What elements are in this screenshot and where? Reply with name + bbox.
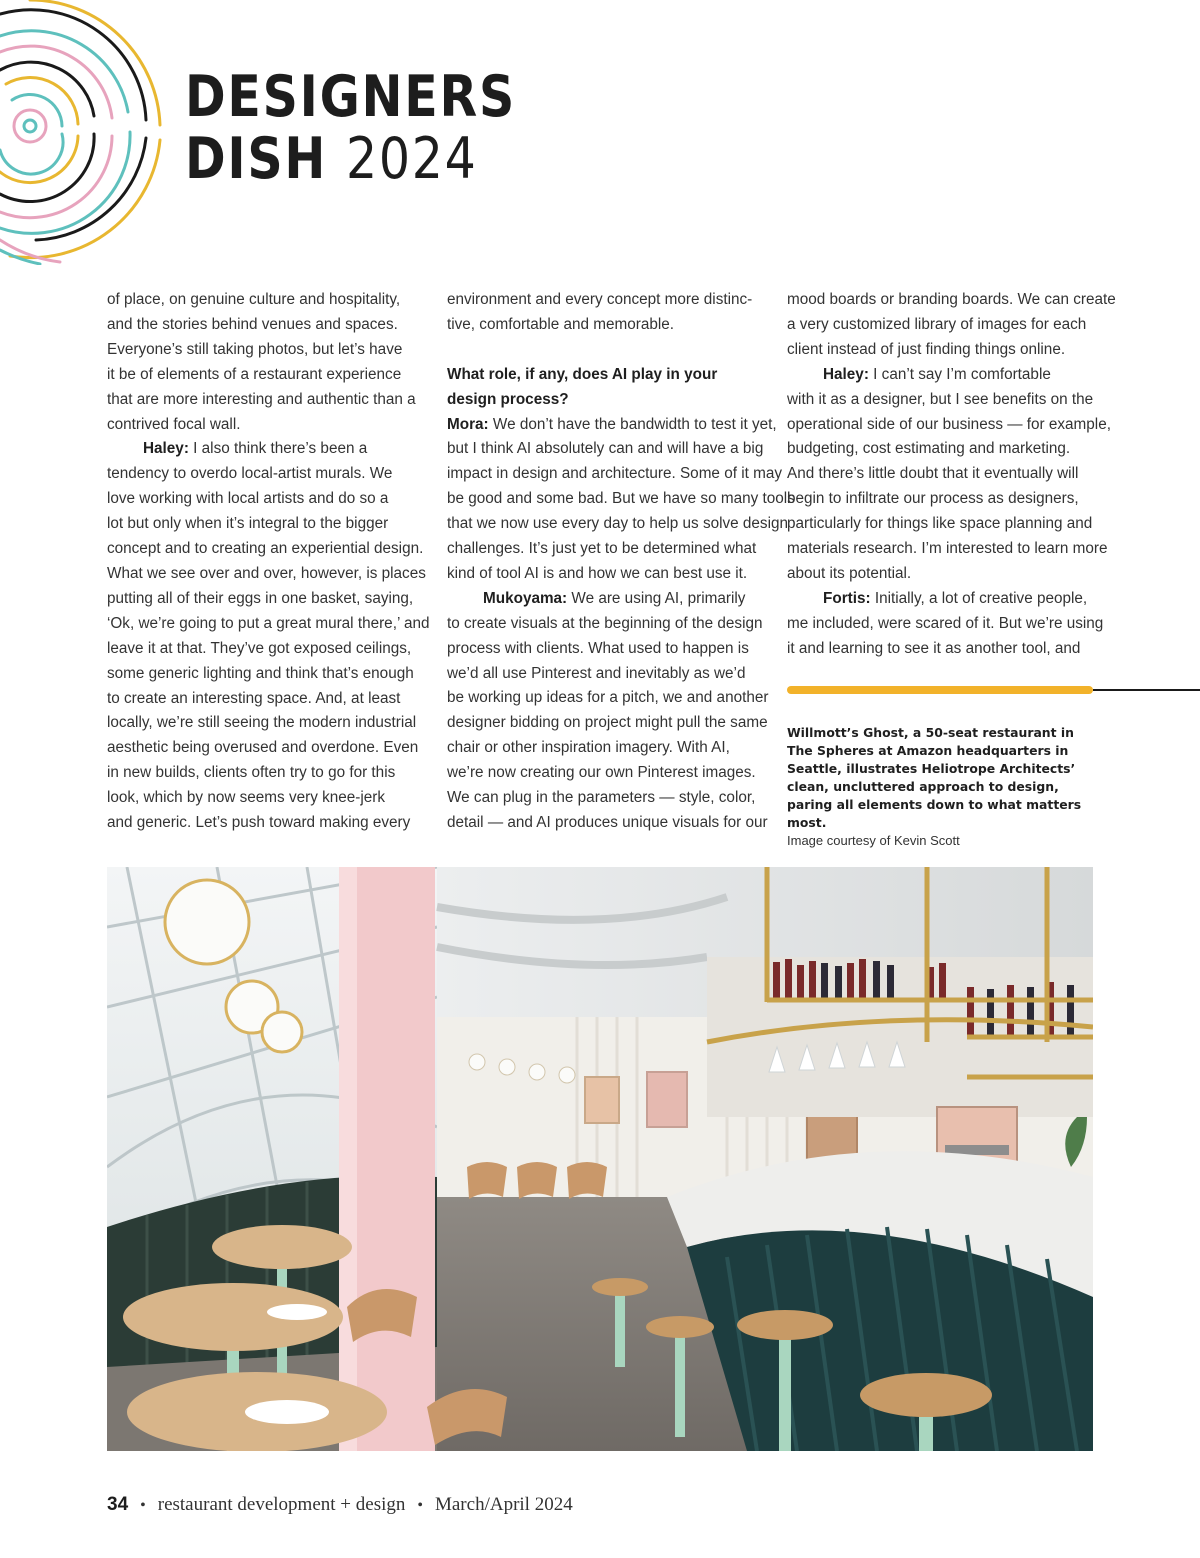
speaker-line xyxy=(447,413,777,438)
body-line: with it as a designer, but I see benefits on the xyxy=(787,390,1094,408)
body-line: putting all of their eggs in one basket, saying, xyxy=(107,589,414,607)
footer-separator: • xyxy=(140,1497,146,1514)
body-line: budgeting, cost estimating and marketing. xyxy=(787,440,1071,458)
title-line-2 xyxy=(185,128,516,190)
concentric-rings-icon xyxy=(0,0,170,265)
photo-credit: Image courtesy of Kevin Scott xyxy=(787,833,960,848)
body-line: it be of elements of a restaurant experience xyxy=(107,365,402,383)
body-line: some generic lighting and think that’s enough xyxy=(107,664,414,682)
photo-caption xyxy=(787,724,1097,850)
speaker-name: Fortis: xyxy=(823,589,871,607)
speaker-line xyxy=(107,437,419,462)
body-line: What we see over and over, however, is places xyxy=(107,564,426,582)
body-line: lot but only when it’s integral to the bigger xyxy=(107,515,389,533)
body-text: I also think there’s been a xyxy=(188,440,368,458)
body-line: of place, on genuine culture and hospitality, xyxy=(107,291,401,308)
body-line: leave it at that. They’ve got exposed ceilings, xyxy=(107,639,412,657)
body-line: We can plug in the parameters — style, color, xyxy=(447,789,756,807)
article-column-3 xyxy=(787,288,1116,662)
body-line: detail — and AI produces unique visuals for our xyxy=(447,814,768,832)
body-line: process with clients. What used to happen is xyxy=(447,639,749,657)
body-line: to create visuals at the beginning of the design xyxy=(447,614,763,632)
body-line: and the stories behind venues and spaces. xyxy=(107,315,398,333)
caption-divider-rule xyxy=(1093,689,1200,691)
body-line: and generic. Let’s push toward making every xyxy=(107,814,411,832)
body-line: a very customized library of images for each xyxy=(787,315,1087,333)
body-line: contrived focal wall. xyxy=(107,415,241,433)
body-line: materials research. I’m interested to learn more xyxy=(787,540,1108,558)
body-line: tendency to overdo local-artist murals. We xyxy=(107,465,393,483)
body-line: about its potential. xyxy=(787,564,912,582)
body-text: Initially, a lot of creative people, xyxy=(870,589,1088,607)
body-line: ‘Ok, we’re going to put a great mural there,’ and xyxy=(107,614,430,632)
caption-text: Willmott’s Ghost, a 50-seat restaurant in The Spheres at Amazon headquarters in Seattle, illustrates Heliotrope Architects’ clean, uncluttered approach to design, paring all elements down to what matters most. xyxy=(787,725,1082,830)
body-line: tive, comfortable and memorable. xyxy=(447,315,675,333)
speaker-name: Haley: xyxy=(823,365,869,383)
body-line: challenges. It’s just yet to be determined what xyxy=(447,540,757,558)
restaurant-interior-photo xyxy=(107,867,1093,1451)
body-line: designer bidding on project might pull the same xyxy=(447,714,768,732)
body-line: mood boards or branding boards. We can create xyxy=(787,291,1116,308)
body-line: be working up ideas for a pitch, we and another xyxy=(447,689,769,707)
caption-accent-rule xyxy=(787,686,1093,694)
speaker-line xyxy=(787,587,1097,612)
body-line: concept and to creating an experiential design. xyxy=(107,540,424,558)
body-line: client instead of just finding things online. xyxy=(787,340,1066,358)
speaker-name: Mora: xyxy=(447,415,489,433)
footer-separator: • xyxy=(417,1497,423,1514)
body-line: love working with local artists and do so a xyxy=(107,490,389,508)
body-line: Everyone’s still taking photos, but let’s have xyxy=(107,340,403,358)
body-line: begin to infiltrate our process as designers, xyxy=(787,490,1079,508)
article-column-2 xyxy=(447,288,795,836)
page-number: 34 xyxy=(107,1494,129,1515)
body-line: to create an interesting space. And, at least xyxy=(107,689,401,707)
body-line: aesthetic being overused and overdone. Even xyxy=(107,739,419,757)
issue-date: March/April 2024 xyxy=(434,1494,573,1515)
body-text: We don’t have the bandwidth to test it yet, xyxy=(488,415,777,433)
body-text: We are using AI, primarily xyxy=(567,589,746,607)
body-line: And there’s little doubt that it eventually will xyxy=(787,465,1079,483)
page-title xyxy=(185,66,570,190)
speaker-name: Mukoyama: xyxy=(483,589,568,607)
body-line: locally, we’re still seeing the modern industrial xyxy=(107,714,417,732)
body-line: be good and some bad. But we have so many tools xyxy=(447,490,795,508)
question-heading: What role, if any, does AI play in your xyxy=(447,365,718,383)
body-line: chair or other inspiration imagery. With AI, xyxy=(447,739,730,757)
speaker-name: Haley: xyxy=(143,440,189,458)
body-line: kind of tool AI is and how we can best use it. xyxy=(447,564,748,582)
body-line: but I think AI absolutely can and will have a big xyxy=(447,440,764,458)
article-column-1 xyxy=(107,288,430,836)
body-line: operational side of our business — for example, xyxy=(787,415,1111,433)
body-line: particularly for things like space planning and xyxy=(787,515,1093,533)
publication-name: restaurant development + design xyxy=(157,1494,406,1515)
body-line: it and learning to see it as another tool, and xyxy=(787,639,1081,657)
body-line: look, which by now seems very knee-jerk xyxy=(107,789,386,807)
question-heading: design process? xyxy=(447,390,569,408)
body-line: environment and every concept more distinc- xyxy=(447,291,753,308)
body-line: in new builds, clients often try to go for this xyxy=(107,764,396,782)
body-line: impact in design and architecture. Some of it may xyxy=(447,465,782,483)
body-line: we’d all use Pinterest and inevitably as we’d xyxy=(447,664,746,682)
body-line: we’re now creating our own Pinterest images. xyxy=(447,764,756,782)
body-text: I can’t say I’m comfortable xyxy=(868,365,1051,383)
speaker-line xyxy=(447,587,759,612)
title-year: 2024 xyxy=(345,126,478,192)
title-dish: DISH xyxy=(185,126,328,192)
page-footer xyxy=(107,1494,573,1516)
body-line: me included, were scared of it. But we’re using xyxy=(787,614,1104,632)
body-line: that we now use every day to help us solve design xyxy=(447,515,788,533)
speaker-line xyxy=(787,363,1097,388)
body-line: that are more interesting and authentic than a xyxy=(107,390,416,408)
title-line-1: DESIGNERS xyxy=(185,64,517,130)
